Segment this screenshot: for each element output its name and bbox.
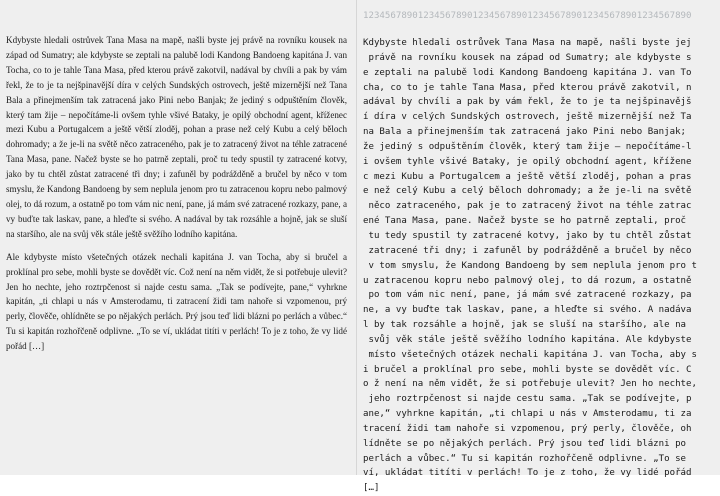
right-text-line: tracení židi tam nahoře si vzpomenou, prý perly, člověče, oh bbox=[363, 423, 692, 434]
column-ruler: 123456789012345678901234567890123456789012345678901234567890 bbox=[363, 11, 692, 21]
right-text-line: adával by chvíli a pak by vám řekl, že to je ta nejšpinavějš bbox=[363, 97, 692, 108]
right-text-line: e zeptali na palubě lodi Kandong Bandoeng kapitána J. van To bbox=[363, 67, 692, 78]
right-text-line: na Bala a přinejmenším tak zatracená jako Pini nebo Banjak; bbox=[363, 127, 687, 138]
right-text-line: ane,“ vyhrkne kapitán, „ti chlapi u nás v Amsterodamu, ti za bbox=[363, 409, 692, 420]
right-text-block bbox=[363, 36, 714, 496]
right-text-line: jeho roztrpčenost si najde cestu sama. „Tak se podívejte, p bbox=[363, 394, 692, 405]
right-text-line: zatracené tři dny; i zafuněl by podrážděně a bručel by něco bbox=[363, 245, 692, 256]
left-paragraph-1: Kdybyste hledali ostrůvek Tana Masa na mapě, našli byste jej právě na rovníku kousek na západ od Sumatry; ale kdybyste se zeptali na palubě lodi Kandong Bandoeng kapitána J. van Tocha, co to je tahle Tana Masa, před kterou právě zakotvil, nadával by chvíli a pak by vám řekl, že to je ta nejšpinavější díra v celých Sundských ostrovech, ještě mizernější než Tana Bala a přinejmenším tak zatracená jako Pini nebo Banjak; že jediný s odpuštěním člověk, který tam žije – nepočítáme-li ovšem tyhle všivé Bataky, je opilý obchodní agent, kříženec mezi Kubu a Portugalcem a ještě větší zloděj, pohan a prase než celý Kubu a celý běloch dohromady; a že je-li na světě něco zatraceného, pak je to zatracený život na téhle zatracené Tana Masa, pane. Načež byste se ho patrně zeptali, proč tu tedy spustil ty zatracené kotvy, jako by tu chtěl zůstat zatracené tři dny; i zafuněl by podrážděně a bručel by něco v tom smyslu, že Kandong Bandoeng by sem neplula jenom pro tu zatracenou kopru nebo palmový olej, to dá rozum, a ostatně po tom vám nic není, pane, já mám své zatracené rozkazy, pane, a vy buďte tak laskav, pane, a hleďte si svého. A nadával by tak rozsáhle a hojně, jak se sluší na staršího, ale na svůj věk stále ještě svěžího lodního kapitána. bbox=[6, 35, 347, 239]
left-text-page bbox=[0, 0, 356, 475]
right-text-line: u zatracenou kopru nebo palmový olej, to dá rozum, a ostatně bbox=[363, 275, 692, 286]
left-paragraph-2: Ale kdybyste místo všetečných otázek nechali kapitána J. van Tocha, aby si bručel a proklínal pro sebe, mohli byste se dovědět víc. Což není na něm vidět, že si potřebuje ulevit? Jen ho nechte, jeho roztrpčenost si najde cestu sama. „Tak se podívejte, pane,“ vyhrkne kapitán, „ti chlapi u nás v Amsterodamu, ti zatracení židi tam nahoře si vzpomenou, prý perly, člověče, ohlídněte se po nějakých perlách. Prý jsou teď lidi blázni po perlách a vůbec.“ Tu si kapitán rozhořčeně odplivne. „To se ví, ukládat titíti v perlách! To je z toho, že vy lidé pořád […] bbox=[6, 251, 347, 352]
right-text-line: v tom smyslu, že Kandong Bandoeng by sem neplula jenom pro t bbox=[363, 260, 697, 271]
right-text-line: po tom vám nic není, pane, já mám své zatracené rozkazy, pa bbox=[363, 290, 692, 301]
right-text-line: lídněte se po nějakých perlách. Prý jsou teď lidi blázni po bbox=[363, 438, 687, 449]
right-text-line: ené Tana Masa, pane. Načež byste se ho patrně zeptali, proč bbox=[363, 216, 687, 227]
right-text-line: o ž není na něm vidět, že si potřebuje ulevit? Jen ho nechte, bbox=[363, 379, 697, 390]
right-text-line: tu tedy spustil ty zatracené kotvy, jako by tu chtěl zůstat bbox=[363, 230, 692, 241]
right-text-line: místo všetečných otázek nechali kapitána J. van Tocha, aby s bbox=[363, 349, 697, 360]
right-text-line: c mezi Kubu a Portugalcem a ještě větší zloděj, pohan a pras bbox=[363, 171, 692, 182]
right-monospace-page bbox=[356, 0, 720, 494]
right-text-line: l by tak rozsáhle a hojně, jak se sluší na staršího, ale na bbox=[363, 320, 687, 331]
right-text-line: že jediný s odpuštěním člověk, který tam žije – nepočítáme-l bbox=[363, 141, 692, 152]
right-text-line: Kdybyste hledali ostrůvek Tana Masa na mapě, našli byste jej bbox=[363, 38, 692, 48]
right-text-line: í díra v celých Sundských ostrovech, ještě mizernější než Ta bbox=[363, 112, 692, 123]
right-text-line: cha, co to je tahle Tana Masa, před kterou právě zakotvil, n bbox=[363, 82, 692, 93]
right-text-line: […] bbox=[363, 483, 380, 494]
right-text-line: perlách a vůbec.“ Tu si kapitán rozhořčeně odplivne. „To se bbox=[363, 453, 687, 464]
right-text-line: i bručel a proklínal pro sebe, mohli byste se dovědět víc. C bbox=[363, 364, 692, 375]
right-text-line: něco zatraceného, pak je to zatracený život na téhle zatrac bbox=[363, 201, 692, 212]
right-text-line: i ovšem tyhle všivé Bataky, je opilý obchodní agent, křížene bbox=[363, 156, 692, 167]
right-text-line: ví, ukládat titíti v perlách! To je z toho, že vy lidé pořád bbox=[363, 468, 692, 479]
right-text-line: e než celý Kubu a celý běloch dohromady; a že je-li na světě bbox=[363, 186, 692, 197]
right-text-line: právě na rovníku kousek na západ od Sumatry; ale kdybyste s bbox=[363, 52, 692, 63]
right-text-line: svůj věk stále ještě svěžího lodního kapitána. Ale kdybyste bbox=[363, 334, 692, 345]
right-text-line: ne, a vy buďte tak laskav, pane, a hleďte si svého. A nadáva bbox=[363, 305, 692, 316]
